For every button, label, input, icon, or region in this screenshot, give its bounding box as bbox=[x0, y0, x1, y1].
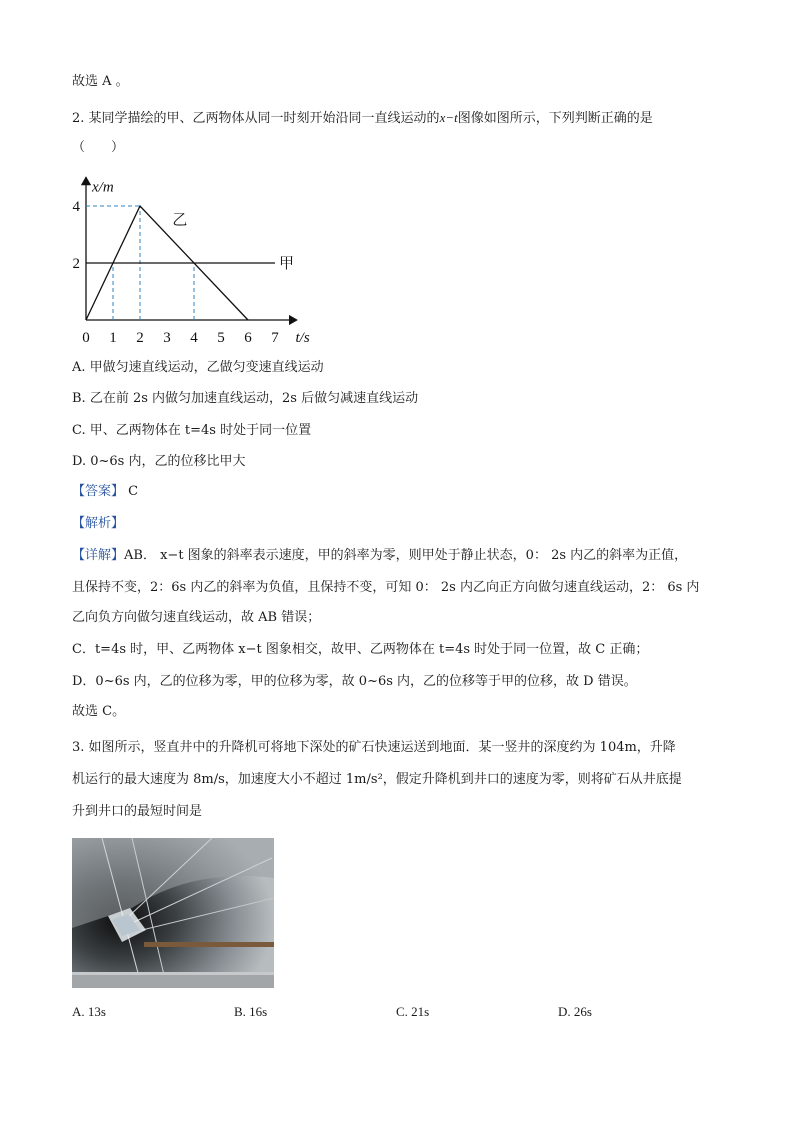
x-tick-label: 3 bbox=[163, 330, 171, 345]
x-tick-label: 5 bbox=[217, 330, 225, 345]
x-tick-label: 2 bbox=[136, 330, 144, 345]
detail-line-5: D．0~6s 内，乙的位移为零，甲的位移为零，故 0~6s 内，乙的位移等于甲的位移，故 D 错误。 bbox=[72, 674, 637, 689]
mine-shaft-photo bbox=[72, 838, 274, 988]
q2-option-a: A. 甲做匀速直线运动，乙做匀变速直线运动 bbox=[72, 360, 324, 375]
q2-paren: （ ） bbox=[72, 140, 125, 155]
answer-value: C bbox=[128, 484, 139, 499]
q2-answer bbox=[72, 482, 138, 502]
x-tick-label: 7 bbox=[271, 330, 279, 345]
series-label: 乙 bbox=[172, 210, 188, 229]
x-tick-label: 0 bbox=[82, 330, 90, 345]
y-axis-label: x/m bbox=[92, 179, 114, 196]
q2-stem-a: 某同学描绘的甲、乙两物体从同一时刻开始沿同一直线运动的 bbox=[88, 111, 440, 126]
q2-conclusion: 故选 C。 bbox=[72, 704, 126, 719]
x-tick-label: 4 bbox=[190, 330, 198, 345]
x-tick-label: 1 bbox=[109, 330, 117, 345]
detail-line-1 bbox=[72, 546, 687, 566]
detail-line-4: C．t=4s 时，甲、乙两物体 x−t 图象相交，故甲、乙两物体在 t=4s 时处于同一位置，故 C 正确； bbox=[72, 642, 649, 657]
q2-stem-b: 图像如图所示，下列判断正确的是 bbox=[457, 111, 653, 126]
analysis-label: 【解析】 bbox=[72, 516, 125, 531]
x-tick-label: 6 bbox=[244, 330, 252, 345]
y-tick-label: 4 bbox=[72, 199, 80, 215]
y-tick-label: 2 bbox=[72, 256, 80, 272]
detail-text-1: AB． x−t 图象的斜率表示速度，甲的斜率为零，则甲处于静止状态，0： 2s 内乙的斜率为正值， bbox=[124, 548, 688, 563]
xt-graph bbox=[72, 170, 322, 345]
q3-option-a: A. 13s bbox=[72, 1004, 106, 1019]
q2-stem bbox=[72, 108, 653, 129]
q3-option-d: D. 26s bbox=[558, 1004, 592, 1019]
previous-answer: 故选 A 。 bbox=[72, 74, 129, 89]
q2-option-b: B. 乙在前 2s 内做匀加速直线运动，2s 后做匀减速直线运动 bbox=[72, 391, 419, 406]
q2-option-c: C. 甲、乙两物体在 t=4s 时处于同一位置 bbox=[72, 423, 312, 438]
q2-number: 2. bbox=[72, 111, 85, 126]
q2-stem-math: x−t bbox=[439, 110, 458, 125]
q3-line-2: 机运行的最大速度为 8m/s，加速度大小不超过 1m/s²，假定升降机到井口的速度为零，则将矿石从井底提 bbox=[72, 772, 682, 787]
q3-option-b: B. 16s bbox=[234, 1004, 268, 1019]
detail-line-2: 且保持不变，2：6s 内乙的斜率为负值，且保持不变，可知 0： 2s 内乙向正方向做匀速直线运动，2： 6s 内 bbox=[72, 580, 700, 595]
q3-line-1: 3. 如图所示，竖直井中的升降机可将地下深处的矿石快速运送到地面．某一竖井的深度约为 104m，升降 bbox=[72, 740, 676, 755]
detail-label: 【详解】 bbox=[72, 548, 125, 563]
answer-label: 【答案】 bbox=[72, 484, 125, 499]
q3-line-3: 升到井口的最短时间是 bbox=[72, 804, 203, 819]
detail-line-3: 乙向负方向做匀速直线运动，故 AB 错误； bbox=[72, 610, 321, 625]
x-axis-label: t/s bbox=[295, 330, 310, 345]
q2-option-d: D. 0~6s 内，乙的位移比甲大 bbox=[72, 454, 246, 469]
q3-option-c: C. 21s bbox=[396, 1004, 430, 1019]
series-label: 甲 bbox=[279, 254, 295, 272]
